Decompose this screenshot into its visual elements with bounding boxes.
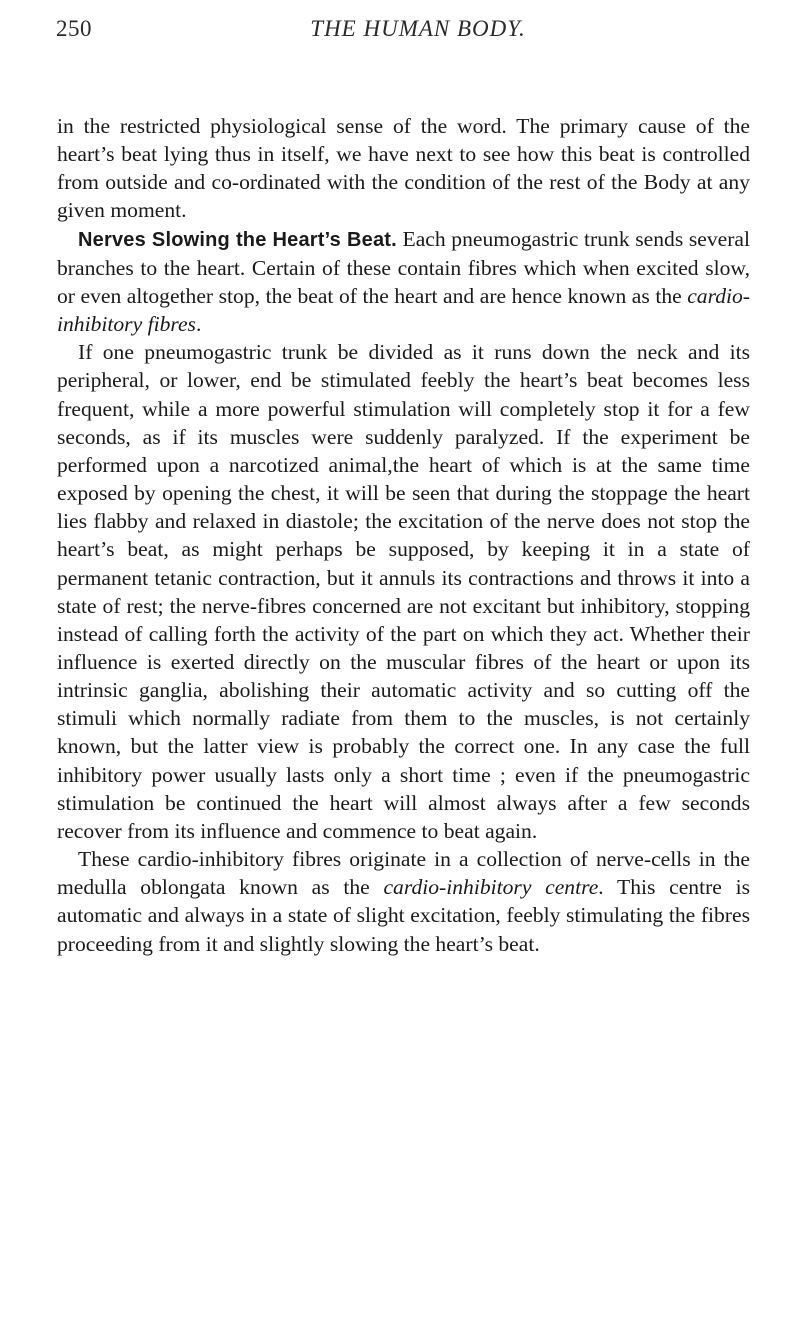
paragraph-experiment: If one pneumogastric trunk be divided as it runs down the neck and its peripheral, or lower, end be stimulated feebly the heart’s beat becomes less frequent, while a more powerful stimulation will completely stop it for a few seconds, as if its muscles were suddenly paralyzed. If the experiment be performed upon a narcotized animal,the heart of which is at the same time exposed by opening the chest, it will be seen that during the stoppage the heart lies flabby and relaxed in diastole; the excitation of the nerve does not stop the heart’s beat, as might perhaps be supposed, by keeping it in a state of permanent tetanic contraction, but it annuls its contractions and throws it into a state of rest; the nerve-fibres concerned are not excitant but inhibitory, stopping instead of calling forth the activity of the part on which they act. Whether their influence is exerted directly on the muscular fibres of the heart or upon its intrinsic ganglia, abolishing their automatic activity and so cutting off the stimuli which normally radiate from them to the muscles, is not certainly known, but the latter view is probably the correct one. In any case the full inhibitory power usually lasts only a short time ; even if the pneumogastric stimulation be continued the heart will almost always after a few seconds recover from its influence and commence to beat again. [57,340,750,843]
body-text [57,112,750,958]
paragraph-continuation: in the restricted physiological sense of the word. The primary cause of the heart’s beat lying thus in itself, we have next to see how this beat is controlled from outside and co-ordinated with the condition of the rest of the Body at any given moment. [57,114,750,223]
running-title: THE HUMAN BODY. [310,16,526,41]
section-heading: Nerves Slowing the Heart’s Beat. [78,228,397,251]
running-head [56,14,756,44]
italic-term: cardio-inhibitory fibres [57,283,750,337]
page-number: 250 [56,16,92,41]
paragraph-text: . [195,312,202,337]
paragraph-nerves-slowing [57,225,750,339]
paragraph-text: Each pneumogastric trunk sends several branches to the heart. Certain of these contain fibres which when excited slow, or even altogether stop, the beat of the heart and are hence known as the [57,226,750,308]
paragraph-text: These cardio-inhibitory fibres originate in a collection of nerve-cells in the medulla oblongata known as the [57,847,750,900]
italic-term: cardio-inhibitory centre [383,875,599,900]
paragraph-cardio-inhibitory-centre [57,845,750,958]
paragraph-text: . This centre is automatic and always in a state of slight excitation, feebly stimulating the fibres proceeding from it and slightly slowing the heart’s beat. [57,875,750,956]
